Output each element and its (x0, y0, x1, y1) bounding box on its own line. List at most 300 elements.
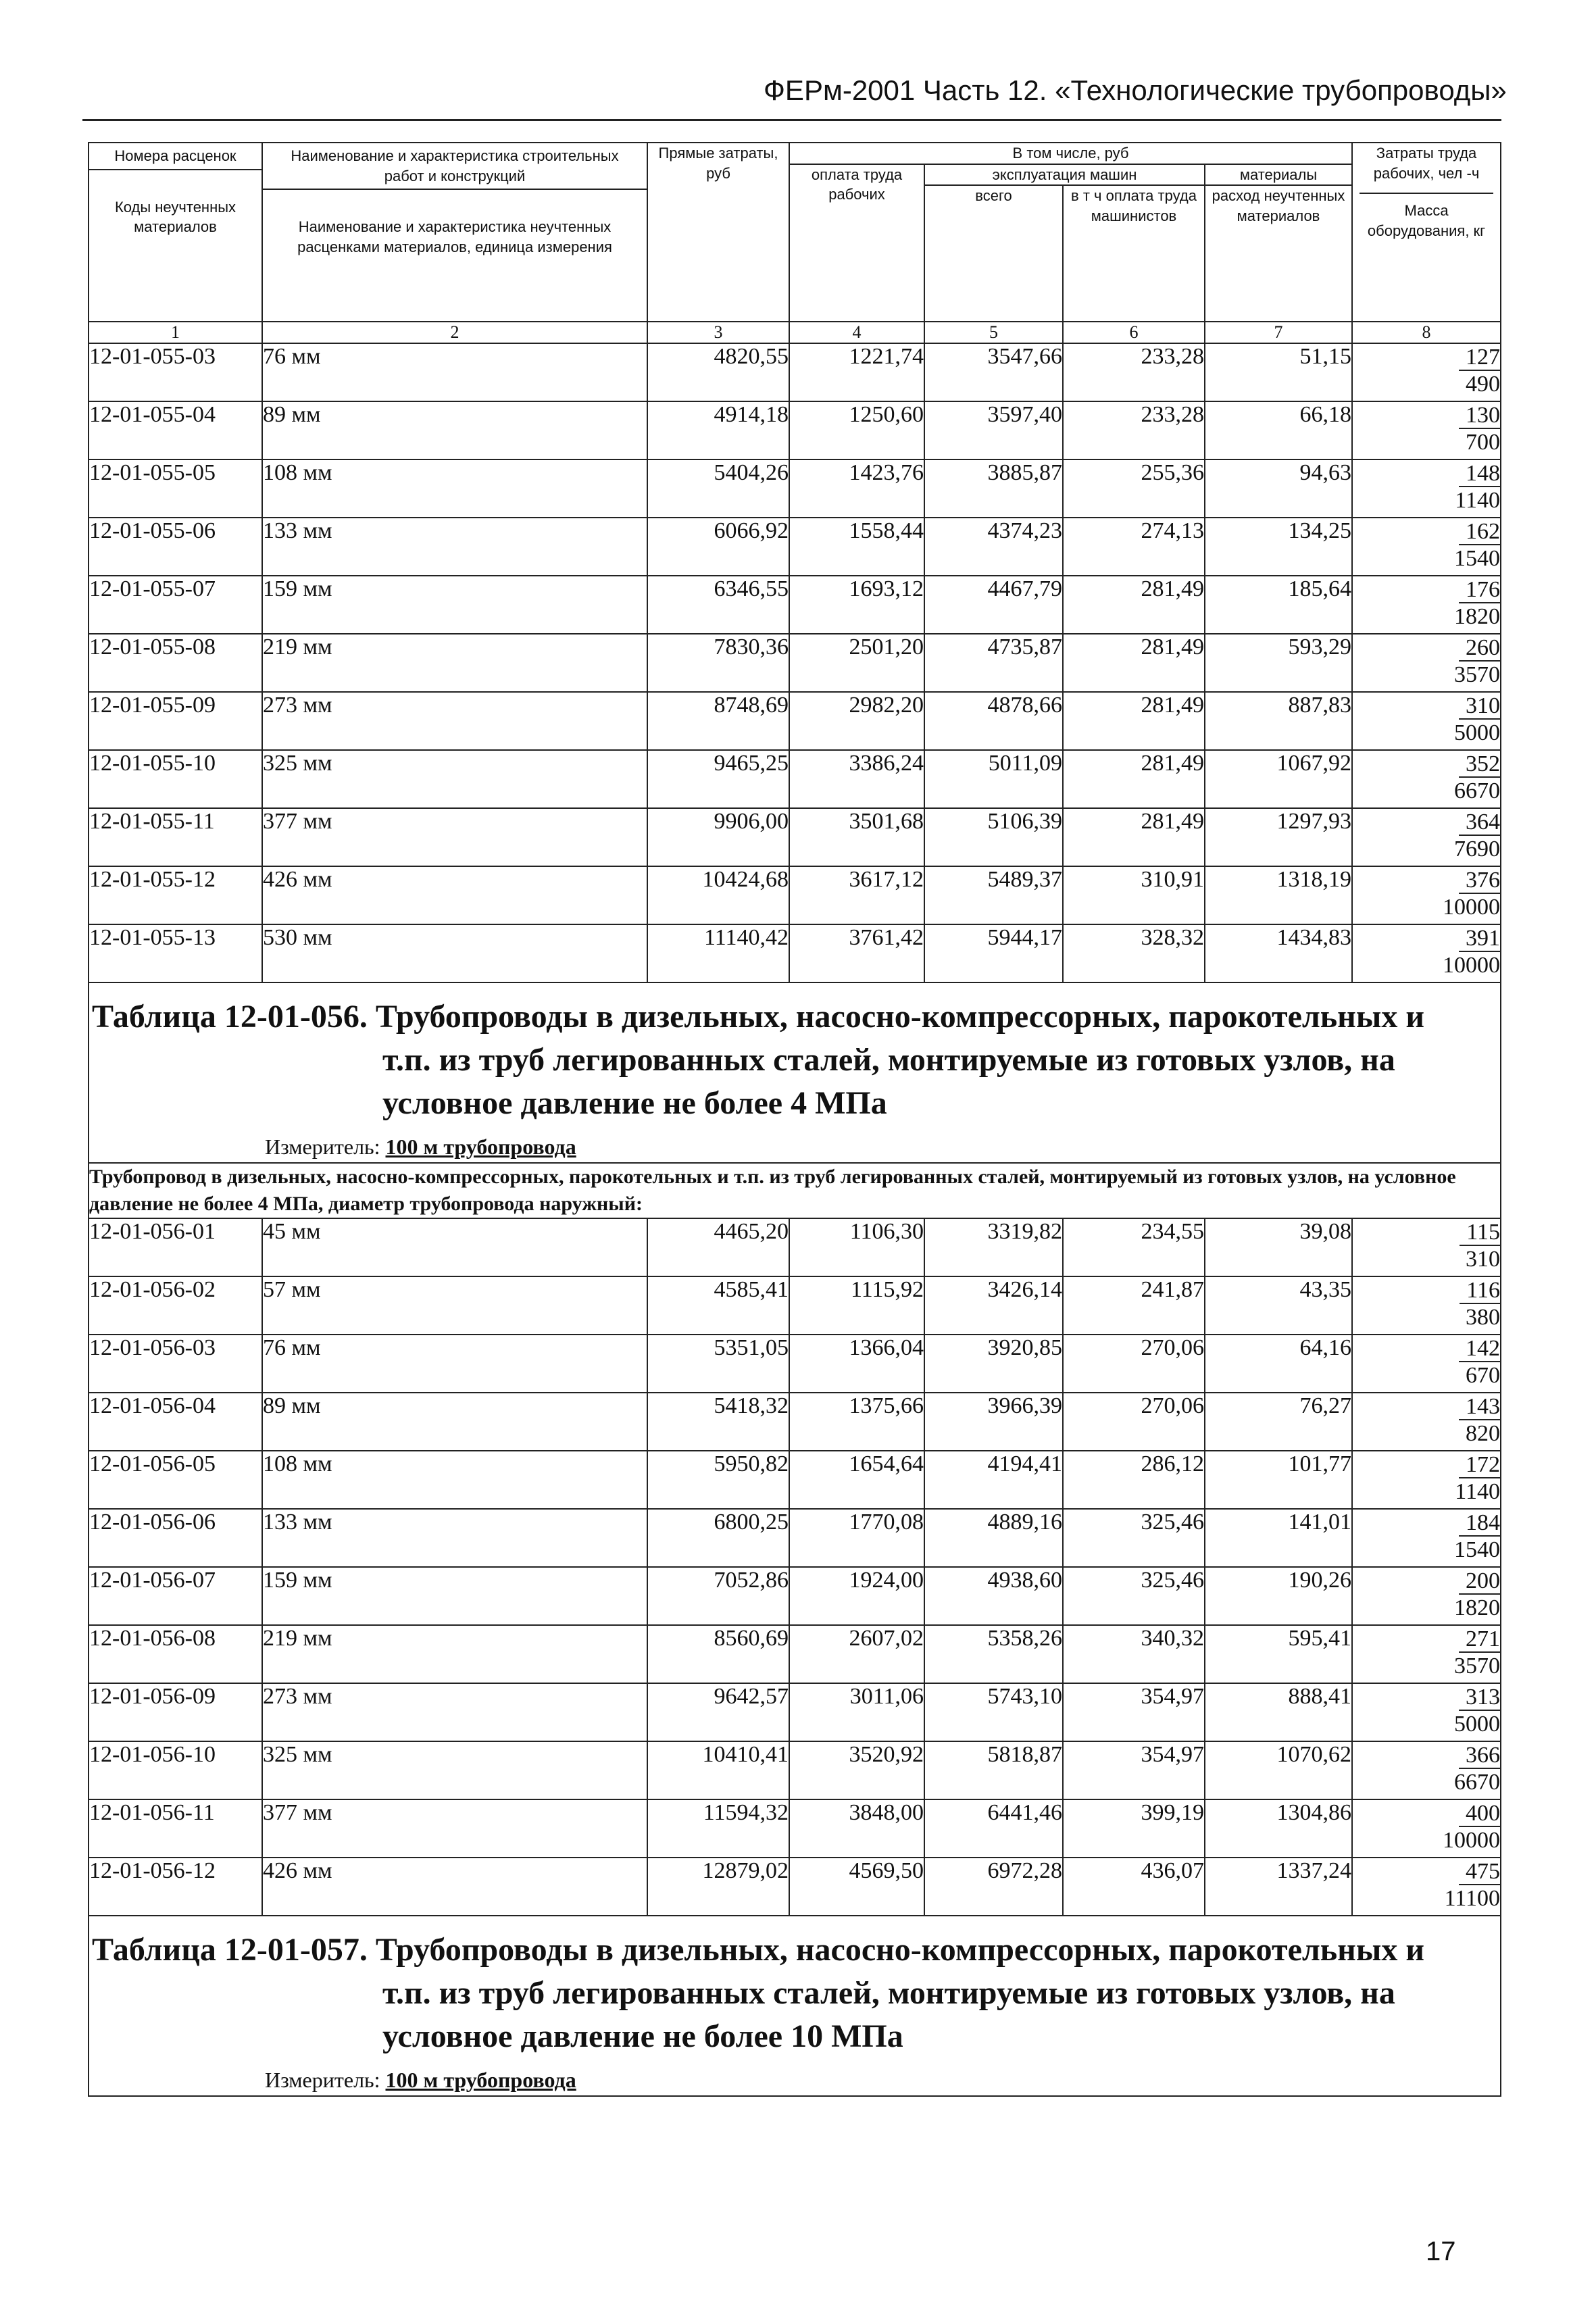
equipment-mass: 1140 (1455, 1479, 1501, 1505)
table-row (89, 1218, 1501, 1276)
labor-hours: 352 (1459, 751, 1500, 778)
machines-total: 5944,17 (924, 924, 1063, 982)
direct-costs: 4914,18 (647, 401, 789, 459)
measure-unit (89, 2058, 1500, 2093)
pipe-diameter: 426 мм (262, 1858, 647, 1916)
machinist-pay: 340,32 (1063, 1625, 1205, 1683)
machines-total: 4194,41 (924, 1451, 1063, 1509)
materials: 39,08 (1205, 1218, 1352, 1276)
machinist-pay: 281,49 (1063, 576, 1205, 634)
rate-code: 12-01-055-06 (89, 518, 262, 576)
rate-code: 12-01-055-04 (89, 401, 262, 459)
materials: 51,15 (1205, 343, 1352, 401)
table-row (89, 1509, 1501, 1567)
table-title-cell (89, 1916, 1501, 2096)
pipe-diameter: 325 мм (262, 1741, 647, 1799)
header-machinist-pay: в т ч оплата труда машинистов (1063, 185, 1205, 322)
materials: 593,29 (1205, 634, 1352, 692)
machinist-pay: 270,06 (1063, 1393, 1205, 1451)
equipment-mass: 700 (1466, 430, 1501, 455)
header-machines: эксплуатация машин (924, 164, 1205, 186)
labor-and-mass (1352, 401, 1501, 459)
machinist-pay: 310,91 (1063, 866, 1205, 924)
equipment-mass: 10000 (1443, 895, 1501, 920)
equipment-mass: 1540 (1454, 1537, 1501, 1563)
labor-pay: 3617,12 (789, 866, 924, 924)
direct-costs: 5418,32 (647, 1393, 789, 1451)
direct-costs: 11140,42 (647, 924, 789, 982)
labor-pay: 1115,92 (789, 1276, 924, 1335)
machines-total: 4938,60 (924, 1567, 1063, 1625)
direct-costs: 4820,55 (647, 343, 789, 401)
direct-costs: 11594,32 (647, 1799, 789, 1858)
header-including: В том числе, руб (789, 143, 1352, 164)
labor-pay: 2501,20 (789, 634, 924, 692)
header-materials-consumption: расход неучтенных материалов (1205, 185, 1352, 322)
rate-code: 12-01-055-11 (89, 808, 262, 866)
table-title-continuation: т.п. из труб легированных сталей, монтируемые из готовых узлов, на условное давление не более 4 МПа (382, 1042, 1395, 1122)
labor-hours: 366 (1459, 1743, 1500, 1769)
labor-hours: 400 (1459, 1801, 1500, 1827)
materials: 185,64 (1205, 576, 1352, 634)
rate-code: 12-01-056-01 (89, 1218, 262, 1276)
machines-total: 4735,87 (924, 634, 1063, 692)
labor-and-mass (1352, 518, 1501, 576)
table-row (89, 1799, 1501, 1858)
table-title (89, 983, 1500, 1125)
labor-hours-wrap (1353, 1568, 1500, 1595)
labor-pay: 1654,64 (789, 1451, 924, 1509)
machines-total: 3966,39 (924, 1393, 1063, 1451)
labor-hours: 260 (1459, 635, 1500, 662)
table-row (89, 1335, 1501, 1393)
machines-total: 4374,23 (924, 518, 1063, 576)
column-numbers-row (89, 322, 1501, 343)
labor-pay: 1558,44 (789, 518, 924, 576)
labor-pay: 1106,30 (789, 1218, 924, 1276)
column-number: 2 (262, 322, 647, 343)
labor-hours-wrap (1353, 634, 1500, 662)
machines-total: 4878,66 (924, 692, 1063, 750)
materials: 595,41 (1205, 1625, 1352, 1683)
machinist-pay: 354,97 (1063, 1741, 1205, 1799)
table-title-cell (89, 982, 1501, 1163)
table-title-first-line (92, 999, 1424, 1035)
labor-and-mass (1352, 1567, 1501, 1625)
pipe-diameter: 57 мм (262, 1276, 647, 1335)
table-title-text: Трубопроводы в дизельных, насосно-компрессорных, парокотельных и (375, 999, 1424, 1035)
direct-costs: 8748,69 (647, 692, 789, 750)
table-row (89, 459, 1501, 518)
rate-code: 12-01-056-07 (89, 1567, 262, 1625)
rate-code: 12-01-056-04 (89, 1393, 262, 1451)
machines-total: 6972,28 (924, 1858, 1063, 1916)
rate-code: 12-01-056-10 (89, 1741, 262, 1799)
labor-hours-wrap (1353, 867, 1500, 894)
rate-code: 12-01-056-03 (89, 1335, 262, 1393)
page-header: ФЕРм-2001 Часть 12. «Технологические трубопроводы» (764, 74, 1507, 106)
labor-hours-wrap (1353, 1219, 1500, 1246)
table-title (89, 1916, 1500, 2058)
table-row (89, 750, 1501, 808)
table-row (89, 634, 1501, 692)
materials: 1304,86 (1205, 1799, 1352, 1858)
labor-pay: 1423,76 (789, 459, 924, 518)
labor-and-mass (1352, 1858, 1501, 1916)
labor-hours-wrap (1353, 344, 1500, 371)
materials: 1067,92 (1205, 750, 1352, 808)
table-row (89, 401, 1501, 459)
labor-hours-wrap (1353, 1858, 1500, 1885)
rate-code: 12-01-055-12 (89, 866, 262, 924)
labor-pay: 1375,66 (789, 1393, 924, 1451)
table-row (89, 808, 1501, 866)
materials: 190,26 (1205, 1567, 1352, 1625)
pipe-diameter: 325 мм (262, 750, 647, 808)
direct-costs: 7052,86 (647, 1567, 789, 1625)
labor-hours-wrap (1353, 1451, 1500, 1478)
labor-hours: 364 (1459, 810, 1500, 836)
column-number: 6 (1063, 322, 1205, 343)
machines-total: 3597,40 (924, 401, 1063, 459)
labor-pay: 3501,68 (789, 808, 924, 866)
direct-costs: 9906,00 (647, 808, 789, 866)
labor-hours-wrap (1353, 1277, 1500, 1304)
table-row (89, 1741, 1501, 1799)
table-label: Таблица 12-01-056. (92, 999, 368, 1035)
equipment-mass: 3570 (1454, 662, 1501, 688)
table-row (89, 866, 1501, 924)
labor-hours-wrap (1353, 925, 1500, 952)
equipment-mass: 490 (1466, 372, 1501, 397)
direct-costs: 6346,55 (647, 576, 789, 634)
labor-and-mass (1352, 634, 1501, 692)
column-number: 8 (1352, 322, 1501, 343)
labor-hours: 116 (1460, 1278, 1500, 1304)
rates-table-frame (88, 142, 1500, 2169)
labor-and-mass (1352, 1276, 1501, 1335)
rate-code: 12-01-055-03 (89, 343, 262, 401)
machinist-pay: 270,06 (1063, 1335, 1205, 1393)
machines-total: 3885,87 (924, 459, 1063, 518)
labor-and-mass (1352, 343, 1501, 401)
labor-hours-wrap (1353, 1684, 1500, 1711)
pipe-diameter: 530 мм (262, 924, 647, 982)
machinist-pay: 281,49 (1063, 634, 1205, 692)
header-materials: материалы (1205, 164, 1352, 186)
machinist-pay: 234,55 (1063, 1218, 1205, 1276)
header-direct-costs: Прямые затраты, руб (647, 143, 789, 322)
header-labor-mass (1352, 143, 1501, 322)
table-row (89, 692, 1501, 750)
table-row (89, 1393, 1501, 1451)
header-names (262, 143, 647, 322)
header-rate-numbers: Номера расценок (89, 143, 261, 170)
equipment-mass: 820 (1466, 1421, 1501, 1447)
rate-code: 12-01-056-06 (89, 1509, 262, 1567)
group-heading: Трубопровод в дизельных, насосно-компрессорных, парокотельных и т.п. из труб легированных сталей, монтируемый из готовых узлов, на условное давление не более 4 МПа, диаметр трубопровода наружный: (89, 1163, 1501, 1218)
labor-hours: 200 (1459, 1568, 1500, 1595)
direct-costs: 9465,25 (647, 750, 789, 808)
rates-table (88, 142, 1501, 2097)
column-number: 5 (924, 322, 1063, 343)
equipment-mass: 10000 (1443, 1828, 1501, 1853)
pipe-diameter: 133 мм (262, 518, 647, 576)
labor-and-mass (1352, 1451, 1501, 1509)
measure-value: 100 м трубопровода (385, 1135, 576, 1160)
direct-costs: 4465,20 (647, 1218, 789, 1276)
equipment-mass: 1820 (1454, 1595, 1501, 1621)
labor-hours-wrap (1353, 1742, 1500, 1769)
rate-code: 12-01-056-02 (89, 1276, 262, 1335)
equipment-mass: 380 (1466, 1305, 1501, 1330)
pipe-diameter: 76 мм (262, 343, 647, 401)
pipe-diameter: 108 мм (262, 459, 647, 518)
measure-label: Измеритель: (265, 1135, 380, 1160)
labor-hours-wrap (1353, 1393, 1500, 1420)
table-title-first-line (92, 1932, 1424, 1968)
labor-and-mass (1352, 1799, 1501, 1858)
measure-label: Измеритель: (265, 2068, 380, 2093)
equipment-mass: 1820 (1454, 604, 1501, 630)
machines-total: 5106,39 (924, 808, 1063, 866)
rate-code: 12-01-055-09 (89, 692, 262, 750)
header-material-name: Наименование и характеристика неучтенных расценками материалов, единица измерения (297, 218, 612, 256)
labor-pay: 4569,50 (789, 1858, 924, 1916)
machines-total: 5489,37 (924, 866, 1063, 924)
pipe-diameter: 45 мм (262, 1218, 647, 1276)
labor-pay: 2607,02 (789, 1625, 924, 1683)
pipe-diameter: 133 мм (262, 1509, 647, 1567)
labor-hours-wrap (1353, 1800, 1500, 1827)
labor-hours: 271 (1459, 1626, 1500, 1653)
pipe-diameter: 426 мм (262, 866, 647, 924)
machines-total: 3426,14 (924, 1276, 1063, 1335)
rate-code: 12-01-055-10 (89, 750, 262, 808)
labor-and-mass (1352, 924, 1501, 982)
header-material-codes: Коды неучтенных материалов (114, 198, 236, 236)
labor-hours: 376 (1459, 868, 1500, 894)
rate-code: 12-01-055-13 (89, 924, 262, 982)
labor-hours: 184 (1459, 1510, 1500, 1537)
labor-hours-wrap (1353, 1335, 1500, 1362)
labor-hours: 148 (1459, 461, 1500, 487)
table-row (89, 343, 1501, 401)
direct-costs: 6066,92 (647, 518, 789, 576)
labor-hours: 310 (1459, 693, 1500, 720)
equipment-mass: 1540 (1454, 546, 1501, 572)
table-row (89, 576, 1501, 634)
materials: 1070,62 (1205, 1741, 1352, 1799)
table-row (89, 518, 1501, 576)
labor-hours: 391 (1459, 926, 1500, 952)
pipe-diameter: 76 мм (262, 1335, 647, 1393)
labor-hours: 127 (1459, 345, 1500, 371)
labor-pay: 1366,04 (789, 1335, 924, 1393)
rate-code: 12-01-055-07 (89, 576, 262, 634)
direct-costs: 12879,02 (647, 1858, 789, 1916)
pipe-diameter: 273 мм (262, 1683, 647, 1741)
labor-hours-wrap (1353, 518, 1500, 545)
pipe-diameter: 89 мм (262, 1393, 647, 1451)
machinist-pay: 281,49 (1063, 808, 1205, 866)
table-title-continuation: т.п. из труб легированных сталей, монтируемые из готовых узлов, на условное давление не более 10 МПа (382, 1975, 1395, 2055)
rate-code: 12-01-055-08 (89, 634, 262, 692)
labor-and-mass (1352, 1218, 1501, 1276)
labor-pay: 3386,24 (789, 750, 924, 808)
labor-hours-wrap (1353, 1626, 1500, 1653)
labor-pay: 3520,92 (789, 1741, 924, 1799)
labor-hours-wrap (1353, 751, 1500, 778)
table-row (89, 1451, 1501, 1509)
machinist-pay: 233,28 (1063, 343, 1205, 401)
materials: 76,27 (1205, 1393, 1352, 1451)
machinist-pay: 281,49 (1063, 692, 1205, 750)
labor-hours: 162 (1459, 519, 1500, 545)
header-labor-pay: оплата труда рабочих (789, 164, 924, 322)
direct-costs: 6800,25 (647, 1509, 789, 1567)
materials: 43,35 (1205, 1276, 1352, 1335)
machines-total: 4467,79 (924, 576, 1063, 634)
materials: 1434,83 (1205, 924, 1352, 982)
equipment-mass: 5000 (1454, 720, 1501, 746)
labor-pay: 1693,12 (789, 576, 924, 634)
machinist-pay: 325,46 (1063, 1509, 1205, 1567)
machines-total: 5743,10 (924, 1683, 1063, 1741)
machinist-pay: 281,49 (1063, 750, 1205, 808)
table-title-text: Трубопроводы в дизельных, насосно-компрессорных, парокотельных и (375, 1932, 1424, 1968)
labor-hours: 115 (1460, 1220, 1500, 1246)
labor-hours: 143 (1459, 1394, 1500, 1420)
labor-and-mass (1352, 1625, 1501, 1683)
rate-code: 12-01-056-11 (89, 1799, 262, 1858)
header-equipment-mass: Масса оборудования, кг (1360, 193, 1493, 241)
equipment-mass: 5000 (1454, 1712, 1501, 1737)
machinist-pay: 274,13 (1063, 518, 1205, 576)
table-row (89, 1567, 1501, 1625)
materials: 66,18 (1205, 401, 1352, 459)
pipe-diameter: 159 мм (262, 576, 647, 634)
labor-and-mass (1352, 808, 1501, 866)
machinist-pay: 328,32 (1063, 924, 1205, 982)
header-rule (82, 119, 1501, 121)
labor-pay: 1221,74 (789, 343, 924, 401)
page-number: 17 (1426, 2237, 1456, 2266)
pipe-diameter: 108 мм (262, 1451, 647, 1509)
equipment-mass: 6670 (1454, 1770, 1501, 1795)
column-number: 4 (789, 322, 924, 343)
direct-costs: 5950,82 (647, 1451, 789, 1509)
equipment-mass: 1140 (1455, 488, 1501, 514)
table-row (89, 1276, 1501, 1335)
machines-total: 5011,09 (924, 750, 1063, 808)
machines-total: 3319,82 (924, 1218, 1063, 1276)
labor-and-mass (1352, 866, 1501, 924)
labor-and-mass (1352, 576, 1501, 634)
materials: 1318,19 (1205, 866, 1352, 924)
header-work-name: Наименование и характеристика строительных работ и конструкций (263, 143, 647, 190)
pipe-diameter: 377 мм (262, 1799, 647, 1858)
labor-pay: 1924,00 (789, 1567, 924, 1625)
direct-costs: 5404,26 (647, 459, 789, 518)
labor-hours-wrap (1353, 693, 1500, 720)
table-title-row (89, 982, 1501, 1163)
group-heading-row (89, 1163, 1501, 1218)
materials: 101,77 (1205, 1451, 1352, 1509)
machinist-pay: 286,12 (1063, 1451, 1205, 1509)
table-title-row (89, 1916, 1501, 2096)
labor-hours: 130 (1459, 403, 1500, 429)
labor-pay: 3848,00 (789, 1799, 924, 1858)
rate-code: 12-01-056-12 (89, 1858, 262, 1916)
materials: 1337,24 (1205, 1858, 1352, 1916)
materials: 1297,93 (1205, 808, 1352, 866)
header-machines-total: всего (924, 185, 1063, 322)
machinist-pay: 241,87 (1063, 1276, 1205, 1335)
machines-total: 5818,87 (924, 1741, 1063, 1799)
materials: 94,63 (1205, 459, 1352, 518)
measure-unit (89, 1125, 1500, 1160)
equipment-mass: 310 (1466, 1247, 1501, 1272)
labor-hours: 142 (1459, 1336, 1500, 1362)
labor-and-mass (1352, 1741, 1501, 1799)
direct-costs: 7830,36 (647, 634, 789, 692)
equipment-mass: 10000 (1443, 953, 1501, 978)
column-number: 1 (89, 322, 262, 343)
labor-and-mass (1352, 1509, 1501, 1567)
labor-pay: 1250,60 (789, 401, 924, 459)
pipe-diameter: 89 мм (262, 401, 647, 459)
rate-code: 12-01-055-05 (89, 459, 262, 518)
machinist-pay: 354,97 (1063, 1683, 1205, 1741)
labor-and-mass (1352, 750, 1501, 808)
labor-hours: 176 (1459, 577, 1500, 603)
labor-hours: 313 (1459, 1685, 1500, 1711)
rate-code: 12-01-056-09 (89, 1683, 262, 1741)
labor-pay: 3011,06 (789, 1683, 924, 1741)
equipment-mass: 3570 (1454, 1653, 1501, 1679)
machines-total: 4889,16 (924, 1509, 1063, 1567)
table-row (89, 1625, 1501, 1683)
table-row (89, 924, 1501, 982)
measure-value: 100 м трубопровода (385, 2068, 576, 2093)
machines-total: 6441,46 (924, 1799, 1063, 1858)
pipe-diameter: 159 мм (262, 1567, 647, 1625)
labor-and-mass (1352, 1393, 1501, 1451)
labor-and-mass (1352, 459, 1501, 518)
labor-hours-wrap (1353, 576, 1500, 603)
labor-hours-wrap (1353, 460, 1500, 487)
materials: 141,01 (1205, 1509, 1352, 1567)
machinist-pay: 325,46 (1063, 1567, 1205, 1625)
labor-pay: 3761,42 (789, 924, 924, 982)
labor-pay: 1770,08 (789, 1509, 924, 1567)
rate-code: 12-01-056-08 (89, 1625, 262, 1683)
labor-and-mass (1352, 1683, 1501, 1741)
equipment-mass: 670 (1466, 1363, 1501, 1389)
table-row (89, 1683, 1501, 1741)
machinist-pay: 399,19 (1063, 1799, 1205, 1858)
labor-and-mass (1352, 692, 1501, 750)
equipment-mass: 11100 (1444, 1886, 1501, 1912)
direct-costs: 5351,05 (647, 1335, 789, 1393)
table-row (89, 1858, 1501, 1916)
labor-hours: 475 (1459, 1859, 1500, 1885)
labor-hours-wrap (1353, 1510, 1500, 1537)
machines-total: 5358,26 (924, 1625, 1063, 1683)
machines-total: 3920,85 (924, 1335, 1063, 1393)
column-number: 3 (647, 322, 789, 343)
